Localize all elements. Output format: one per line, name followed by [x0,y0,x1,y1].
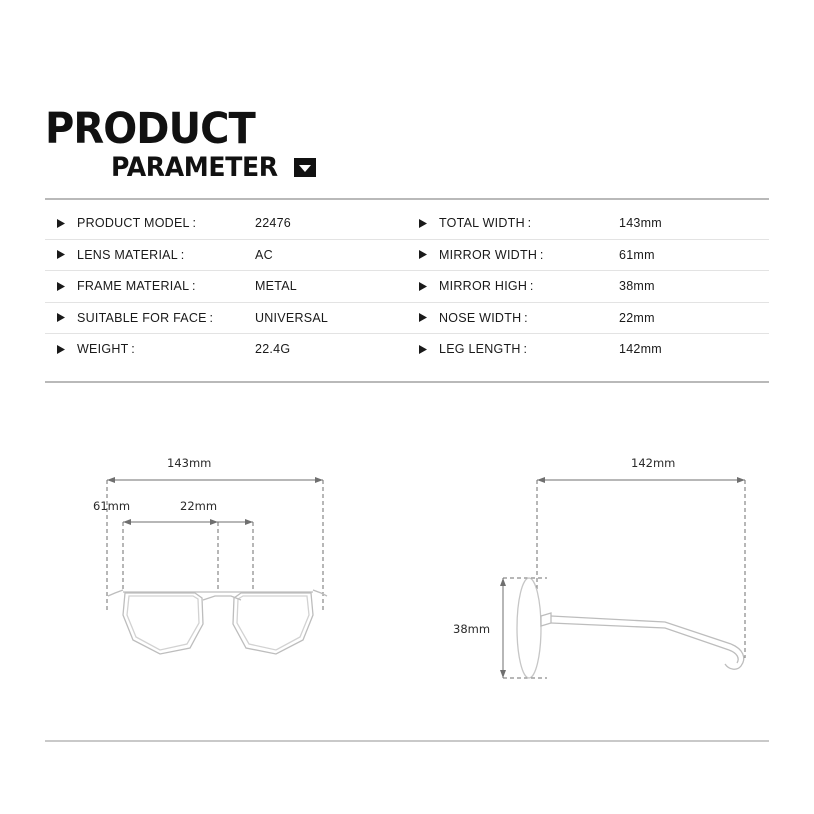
spec-label: MIRROR HIGH : [439,279,534,294]
spec-value: 142mm [619,342,662,357]
spec-label: MIRROR WIDTH : [439,247,544,262]
technical-drawings [45,430,769,720]
side-leg-length-label: 142mm [631,456,676,470]
spec-value: 38mm [619,279,655,294]
triangle-right-icon [407,345,439,354]
spec-value: 22476 [255,216,292,231]
spec-column-left [45,208,407,365]
triangle-right-icon [45,345,77,354]
spec-label: SUITABLE FOR FACE : [77,310,214,325]
spec-label: NOSE WIDTH : [439,310,528,325]
side-view-svg [415,430,769,720]
table-row [407,208,769,240]
table-row [45,240,407,272]
spec-value: AC [255,247,273,262]
spec-value: 22.4G [255,342,291,357]
spec-label: LEG LENGTH : [439,342,528,357]
table-row [407,303,769,335]
table-row [407,240,769,272]
spec-table [45,208,769,365]
table-row [407,271,769,303]
triangle-right-icon [45,282,77,291]
spec-label: FRAME MATERIAL : [77,279,196,294]
front-total-width-label: 143mm [167,456,212,470]
divider-top [45,198,769,200]
table-row [45,303,407,335]
front-lens-width-label: 61mm [93,499,131,513]
spec-label: WEIGHT : [77,342,135,357]
page-title-line1: PRODUCT [45,104,255,154]
spec-value: 22mm [619,310,655,325]
front-nose-width-label: 22mm [180,499,218,513]
spec-column-right [407,208,769,365]
triangle-right-icon [407,282,439,291]
spec-value: UNIVERSAL [255,310,329,325]
spec-value: 61mm [619,247,655,262]
chevron-down-icon [294,158,316,177]
spec-label: PRODUCT MODEL : [77,216,197,231]
triangle-right-icon [45,313,77,322]
side-view-diagram [415,430,769,720]
page-title-line2: PARAMETER [111,152,278,183]
triangle-right-icon [407,250,439,259]
table-row [45,208,407,240]
front-view-svg [55,430,395,720]
front-view-diagram [55,430,395,720]
table-row [407,334,769,365]
page-title-subline [111,154,365,181]
table-row [45,271,407,303]
side-lens-height-label: 38mm [453,622,491,636]
divider-footer [45,740,769,742]
triangle-right-icon [45,219,77,228]
spec-value: METAL [255,279,297,294]
triangle-right-icon [45,250,77,259]
spec-label: LENS MATERIAL : [77,247,185,262]
triangle-right-icon [407,313,439,322]
triangle-right-icon [407,219,439,228]
page-title [45,104,365,183]
table-row [45,334,407,365]
divider-table-bottom [45,381,769,383]
spec-label: TOTAL WIDTH : [439,216,532,231]
spec-value: 143mm [619,216,662,231]
